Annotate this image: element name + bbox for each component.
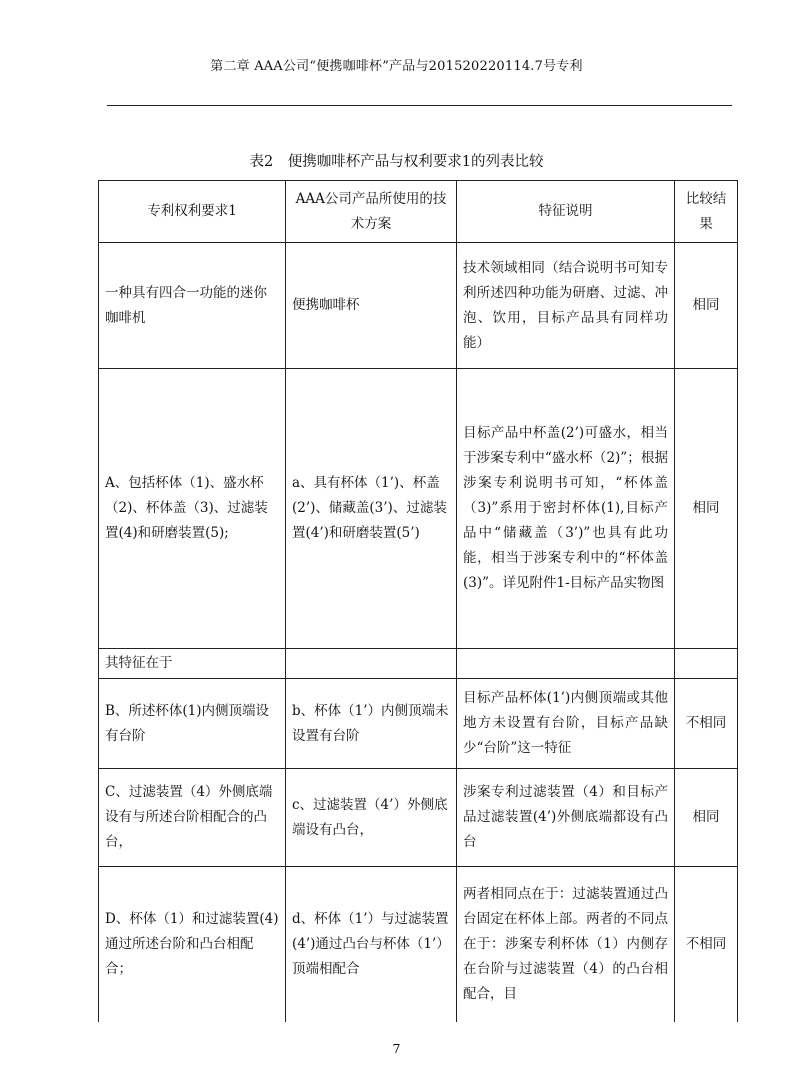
result-cell: 相同 xyxy=(675,769,738,867)
table-row xyxy=(99,649,738,679)
result-cell: 不相同 xyxy=(675,679,738,769)
result-cell: 相同 xyxy=(675,369,738,649)
table-row xyxy=(99,769,738,867)
note-text: 两者相同点在于：过滤装置通过凸台固定在杯体上部。两者的不同点在于：涉案专利杯体（1）内侧存在台阶与过滤装置（4）的凸台相配合，目 xyxy=(463,885,668,1002)
table-header-row xyxy=(99,181,738,243)
result-cell: 相同 xyxy=(675,243,738,369)
note-cell: 涉案专利过滤装置（4）和目标产品过滤装置(4’)外侧底端都设有凸台 xyxy=(457,769,675,867)
product-cell: d、杯体（1’）与过滤装置(4’)通过凸台与杯体（1’）顶端相配合 xyxy=(286,867,457,1022)
header-result: 比较结果 xyxy=(675,181,738,243)
product-cell: a、具有杯体（1’)、杯盖(2’)、储藏盖(3’)、过滤装置(4’)和研磨装置(5’) xyxy=(286,369,457,649)
claim-cell: C、过滤装置（4）外侧底端设有与所述台阶相配合的凸台， xyxy=(99,769,286,867)
note-cell: 目标产品中杯盖(2’)可盛水，相当于涉案专利中“盛水杯（2)”；根据涉案专利说明书可知，“杯体盖（3)”系用于密封杯体(1),目标产品中“储藏盖（3’)”也具有此功能，相当于涉案专利中的“杯体盖(3)”。详见附件1-目标产品实物图 xyxy=(457,369,675,649)
claim-cell: 一种具有四合一功能的迷你咖啡机 xyxy=(99,243,286,369)
table-row xyxy=(99,243,738,369)
product-cell: b、杯体（1’）内侧顶端未设置有台阶 xyxy=(286,679,457,769)
claim-cell: D、杯体（1）和过滤装置(4)通过所述台阶和凸台相配合； xyxy=(99,867,286,1022)
note-cell xyxy=(457,649,675,679)
running-header: 第二章 AAA公司“便携咖啡杯”产品与201520220114.7号专利 xyxy=(210,59,583,74)
claim-cell: B、所述杯体(1)内侧顶端设有台阶 xyxy=(99,679,286,769)
result-cell: 不相同 xyxy=(675,867,738,1022)
claim-cell: A、包括杯体（1)、盛水杯（2)、杯体盖（3)、过滤装置(4)和研磨装置(5); xyxy=(99,369,286,649)
header-rule xyxy=(107,105,732,106)
claim-cell: 其特征在于 xyxy=(99,649,286,679)
note-cell: 目标产品杯体(1’)内侧顶端或其他地方未设置有台阶，目标产品缺少“台阶”这一特征 xyxy=(457,679,675,769)
table-row xyxy=(99,867,738,1022)
note-cell xyxy=(457,867,675,1022)
note-cell: 技术领域相同（结合说明书可知专利所述四种功能为研磨、过滤、冲泡、饮用，目标产品具有同样功能） xyxy=(457,243,675,369)
product-cell xyxy=(286,649,457,679)
comparison-table xyxy=(98,180,738,1022)
table-caption: 表2 便携咖啡杯产品与权利要求1的列表比较 xyxy=(249,154,544,170)
result-cell xyxy=(675,649,738,679)
header-claim: 专利权利要求1 xyxy=(99,181,286,243)
header-note: 特征说明 xyxy=(457,181,675,243)
product-cell: 便携咖啡杯 xyxy=(286,243,457,369)
product-cell: c、过滤装置（4’）外侧底端设有凸台， xyxy=(286,769,457,867)
header-product: AAA公司产品所使用的技术方案 xyxy=(286,181,457,243)
page-number: 7 xyxy=(392,1041,401,1056)
table-row xyxy=(99,679,738,769)
table-row xyxy=(99,369,738,649)
